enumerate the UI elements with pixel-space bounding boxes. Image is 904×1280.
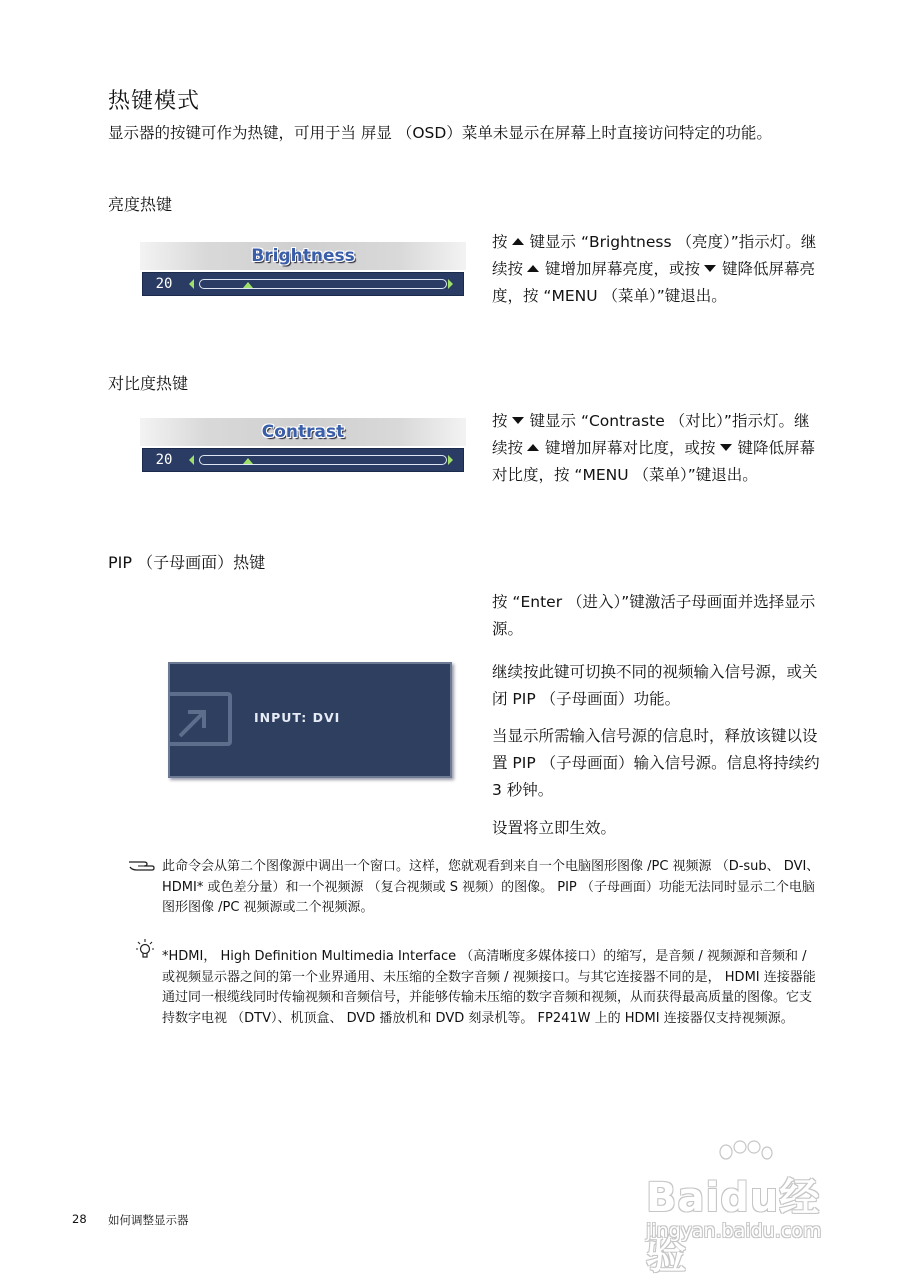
contrast-text-1: 按 (492, 412, 508, 430)
pip-osd (168, 662, 452, 778)
brightness-text-4: 键降低屏幕亮度，按 “MENU （菜单）”键退出。 (492, 260, 816, 305)
brightness-slider-track (199, 279, 447, 289)
pip-paragraph-2: 继续按此键可切换不同的视频输入信号源，或关闭 PIP （子母画面）功能。 (492, 663, 818, 708)
brightness-osd (140, 242, 466, 302)
brightness-osd-title: Brightness (140, 242, 466, 270)
contrast-osd-bar (142, 448, 464, 472)
pip-heading: PIP （子母画面）热键 (108, 553, 266, 572)
up-arrow-icon (512, 238, 524, 245)
up-arrow-icon (527, 444, 539, 451)
arrow-right-icon (448, 279, 453, 289)
brightness-heading: 亮度热键 (108, 195, 173, 214)
watermark-logo: Baidu经验 (646, 1175, 821, 1278)
pip-input-label: INPUT: DVI (254, 710, 341, 725)
pip-paragraph-4: 设置将立即生效。 (492, 819, 617, 837)
brightness-text-1: 按 (492, 233, 508, 251)
contrast-text-2: 键显示 “Contraste （对比）”指示灯。继续按 (492, 412, 810, 457)
brightness-osd-value: 20 (155, 276, 173, 292)
page-number: 28 (72, 1212, 87, 1226)
contrast-heading: 对比度热键 (108, 374, 189, 393)
pip-paragraph-1: 按 “Enter （进入）”键激活子母画面并选择显示源。 (492, 593, 816, 638)
brightness-slider-indicator (243, 282, 253, 288)
page-heading: 热键模式 (108, 89, 201, 114)
up-arrow-icon (527, 265, 539, 272)
note-pip: 此命令会从第二个图像源中调出一个窗口。这样，您就观看到来自一个电脑图形图像 /PC 视频源 （D-sub、 DVI、 HDMI* 或色差分量）和一个视频源 （复合视频或 S 视频）的图像。 PIP （子母画面）功能无法同时显示二个电脑图形图像 /PC 视频源或二个视频源。 (162, 859, 820, 915)
brightness-text-3: 键增加屏幕亮度，或按 (545, 260, 701, 278)
pointing-hand-icon (128, 858, 158, 874)
brightness-osd-bar (142, 272, 464, 296)
pip-paragraph-3: 当显示所需输入信号源的信息时，释放该键以设置 PIP （子母画面）输入信号源。信息将持续约 3 秒钟。 (492, 727, 820, 799)
contrast-text-4: 键降低屏幕对比度，按 “MENU （菜单）”键退出。 (492, 439, 816, 484)
brightness-paragraph (492, 229, 822, 310)
contrast-osd-value: 20 (155, 452, 173, 468)
down-arrow-icon (512, 417, 524, 424)
contrast-osd-title: Contrast (140, 418, 466, 446)
contrast-paragraph (492, 408, 822, 489)
contrast-text-3: 键增加屏幕对比度，或按 (545, 439, 716, 457)
intro-paragraph: 显示器的按键可作为热键，可用于当 屏显 （OSD）菜单未显示在屏幕上时直接访问特定的功能。 (108, 124, 772, 142)
arrow-left-icon (189, 455, 194, 465)
baidu-watermark (640, 1140, 850, 1278)
note-hdmi: *HDMI， High Definition Multimedia Interface （高清晰度多媒体接口）的缩写，是音频 / 视频源和音频和 / 或视频显示器之间的第一个业界通用、未压缩的全数字音频 / 视频接口。与其它连接器不同的是， HDMI 连接器能通过同一根缆线同时传输视频和音频信号，并能够传输未压缩的数字音频和视频，从而获得最高质量的图像。它支持数字电视 （DTV）、机顶盒、 DVD 播放机和 DVD 刻录机等。 FP241W 上的 HDMI 连接器仅支持视频源。 (162, 949, 816, 1026)
arrow-right-icon (448, 455, 453, 465)
input-source-icon (170, 692, 232, 746)
footer-section: 如何调整显示器 (108, 1213, 189, 1227)
arrow-left-icon (189, 279, 194, 289)
down-arrow-icon (704, 265, 716, 272)
down-arrow-icon (720, 444, 732, 451)
watermark-url: jingyan.baidu.com (646, 1220, 822, 1242)
contrast-slider-indicator (243, 458, 253, 464)
contrast-slider-track (199, 455, 447, 465)
lightbulb-icon (136, 938, 154, 960)
brightness-text-2: 键显示 “Brightness （亮度）”指示灯。继续按 (492, 233, 817, 278)
contrast-osd (140, 418, 466, 478)
